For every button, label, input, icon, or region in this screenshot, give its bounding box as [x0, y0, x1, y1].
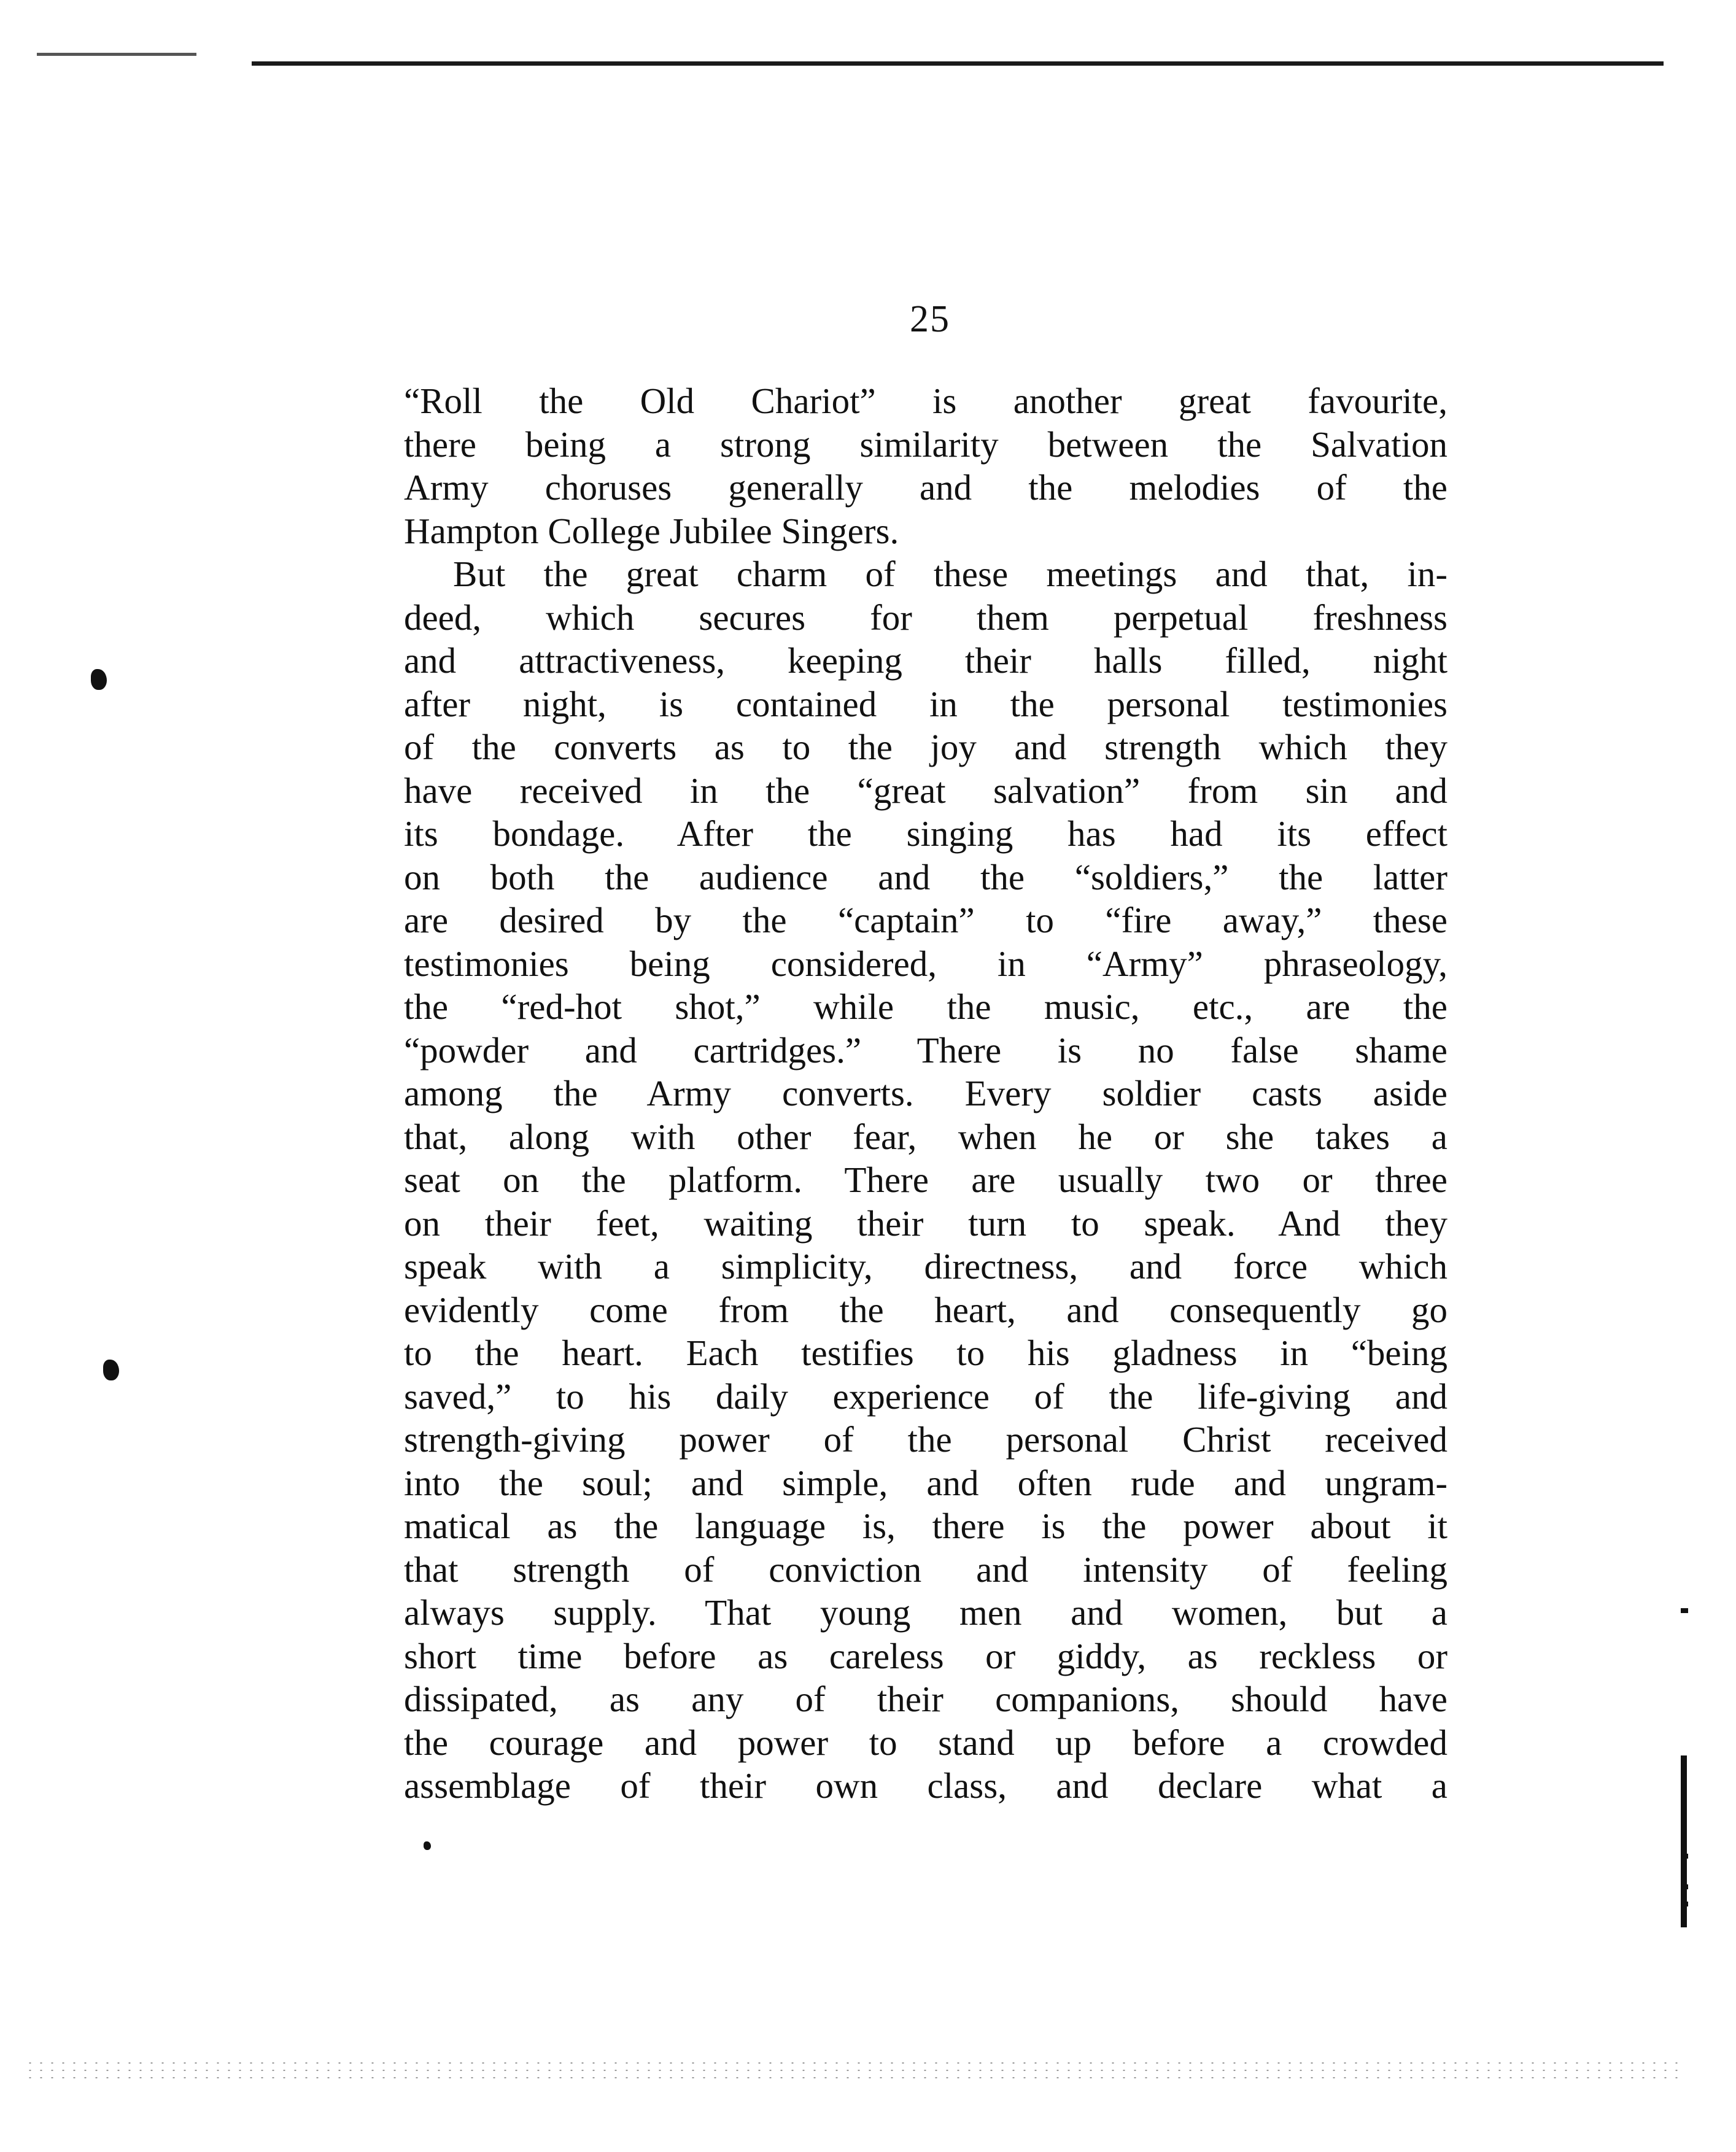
text-line: matical as the language is, there is the power about it — [404, 1506, 1447, 1546]
text-line: Hampton College Jubilee Singers. — [404, 510, 899, 551]
paragraph-2 — [404, 552, 1447, 1808]
text-line: strength-giving power of the personal Christ received — [404, 1419, 1447, 1460]
text-line: are desired by the “captain” to “fire away,” these — [404, 900, 1447, 940]
text-line: the courage and power to stand up before a crowded — [404, 1722, 1447, 1763]
text-line: on both the audience and the “soldiers,” the latter — [404, 856, 1447, 897]
scan-bottom-noise — [25, 2059, 1682, 2084]
text-line: on their feet, waiting their turn to speak. And they — [404, 1202, 1447, 1244]
text-line: evidently come from the heart, and consequently go — [404, 1289, 1447, 1330]
scan-mark — [1681, 1884, 1688, 1889]
scan-mark — [1681, 1608, 1688, 1613]
text-line: its bondage. After the singing has had its effect — [404, 813, 1447, 854]
scan-dot — [424, 1841, 431, 1850]
scan-rule-left — [37, 53, 196, 56]
text-line: “Roll the Old Chariot” is another great favourite, — [404, 381, 1447, 421]
paragraph-1 — [404, 379, 1447, 552]
text-line: the “red-hot shot,” while the music, etc., are the — [404, 986, 1447, 1027]
text-line: among the Army converts. Every soldier casts aside — [404, 1073, 1447, 1113]
text-line: dissipated, as any of their companions, should have — [404, 1679, 1447, 1719]
text-line: short time before as careless or giddy, as reckless or — [404, 1635, 1447, 1676]
text-line: Army choruses generally and the melodies of the — [404, 467, 1447, 508]
text-line: speak with a simplicity, directness, and force which — [404, 1246, 1447, 1287]
scan-mark — [1681, 1902, 1688, 1906]
scan-blot — [91, 669, 107, 690]
text-line: to the heart. Each testifies to his gladness in “being — [404, 1333, 1447, 1373]
text-line: into the soul; and simple, and often rude and ungram- — [404, 1462, 1447, 1503]
text-line: saved,” to his daily experience of the life-giving and — [404, 1376, 1447, 1417]
scan-mark — [1681, 1854, 1688, 1859]
text-line: that, along with other fear, when he or she takes a — [404, 1116, 1447, 1157]
text-line: of the converts as to the joy and strength which they — [404, 727, 1447, 767]
page-number: 25 — [910, 298, 950, 340]
text-line: deed, which secures for them perpetual freshness — [404, 597, 1447, 638]
text-line: seat on the platform. There are usually two or three — [404, 1159, 1447, 1200]
text-line: But the great charm of these meetings and that, in- — [453, 554, 1447, 594]
text-line: always supply. That young men and women, but a — [404, 1592, 1447, 1633]
text-line: that strength of conviction and intensity of feeling — [404, 1549, 1447, 1590]
text-line: assemblage of their own class, and declare what a — [404, 1765, 1447, 1806]
text-line: after night, is contained in the personal testimonies — [404, 683, 1447, 724]
scan-blot — [103, 1360, 119, 1380]
text-line: “powder and cartridges.” There is no false shame — [404, 1029, 1447, 1070]
scan-rule-top — [252, 61, 1664, 66]
body-text — [404, 379, 1447, 1808]
text-line: testimonies being considered, in “Army” phraseology, — [404, 943, 1447, 984]
text-line: have received in the “great salvation” from sin and — [404, 770, 1447, 811]
text-line: and attractiveness, keeping their halls filled, night — [404, 640, 1447, 681]
text-line: there being a strong similarity between the Salvation — [404, 424, 1447, 465]
